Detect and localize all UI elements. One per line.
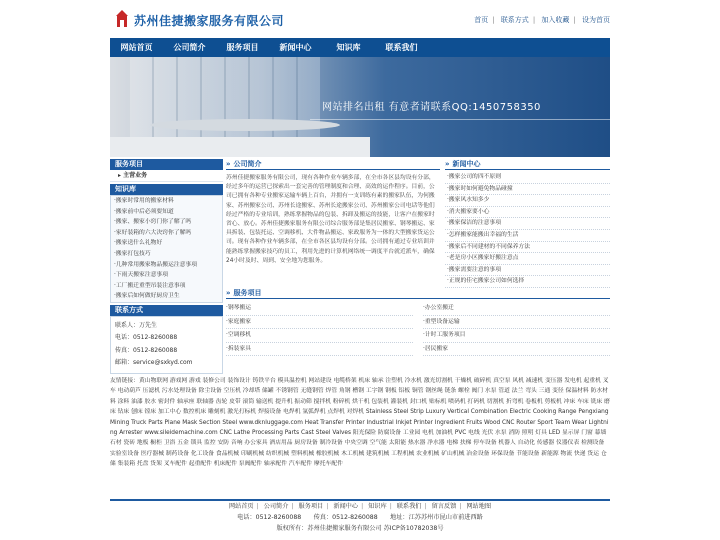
nav-about[interactable]: 公司简介: [173, 43, 206, 52]
banner-floor-graphic: [110, 137, 370, 157]
news-item[interactable]: ·搬家时如何避免物品碰撞: [445, 184, 610, 196]
service-item[interactable]: ·家庭搬家: [226, 316, 413, 330]
services-grid: [226, 299, 610, 356]
service-item[interactable]: ·钢琴搬运: [226, 302, 413, 316]
news-section: [445, 159, 610, 288]
news-item[interactable]: ·搬家风水知多少: [445, 195, 610, 207]
services-heading: 服务项目: [110, 159, 223, 170]
footer-link[interactable]: 服务项目: [298, 503, 324, 510]
service-item[interactable]: ·空调移机: [226, 329, 413, 343]
arrow-icon: »: [226, 160, 231, 168]
footer-contact: 电话：0512-8260088 传真：0512-8260088 地址：江苏苏州市昆山市前进西路: [237, 514, 483, 521]
nav-contact[interactable]: 联系我们: [385, 43, 418, 52]
banner-table-graphic: [150, 119, 340, 131]
list-item[interactable]: ·下雨天搬家注意事项: [114, 272, 169, 279]
top-links: 首页 | 联系方式 | 加入收藏 | 设为首页: [474, 16, 610, 24]
arrow-icon: »: [226, 289, 231, 297]
contact-box: [110, 316, 223, 374]
toplink-favorite[interactable]: 加入收藏: [541, 16, 570, 24]
contact-phone: 电话：0512-8260088: [115, 334, 178, 342]
list-item[interactable]: ·搬家打包技巧: [114, 250, 151, 257]
arrow-icon: »: [445, 160, 450, 168]
about-heading: » 公司简介: [226, 159, 440, 170]
list-item[interactable]: ·搬家前中后必须要知道: [114, 208, 174, 215]
news-item[interactable]: ·搬家保洁的注意事项: [445, 218, 610, 230]
footer-link[interactable]: 联系我们: [396, 503, 422, 510]
banner-divider: [310, 119, 610, 120]
nav-home[interactable]: 网站首页: [120, 43, 153, 52]
nav-knowledge[interactable]: 知识库: [336, 43, 361, 52]
footer-link[interactable]: 网站地图: [466, 503, 492, 510]
knowledge-list: [110, 195, 223, 303]
toplink-home[interactable]: 首页: [474, 16, 489, 24]
news-item[interactable]: ·搬家公司的四不原则: [445, 172, 610, 184]
nav-services[interactable]: 服务项目: [226, 43, 259, 52]
banner: [110, 57, 610, 157]
footer-link[interactable]: 留言反馈: [431, 503, 457, 510]
contact-heading: 联系方式: [110, 305, 223, 316]
friend-links-list[interactable]: 黄山物联网 游戏网 游戏 装修公司 装饰设计 铸铁平台 模具温控机 网站建设 电缆桥架 机床 轴承 注塑机 冷水机 激光切割机 干燥机 破碎机 真空泵 风机 减速机 变压器 发电机 起重机 叉车 电动葫芦 压滤机 污水处理设备 除尘设备 空压机 冷却塔 储罐 不锈钢管 无缝钢管 焊管 角钢 槽钢 工字钢 钢板 铝板 铜管 钢丝绳 链条 螺栓 阀门 水泵 管道 法兰 弯头 三通 变径 保温材料 防水材料 涂料 油漆 胶水 密封件 轴承座 联轴器 齿轮 皮带 滚筒 输送机 提升机 振动筛 搅拌机 粉碎机 烘干机 包装机 灌装机 封口机 贴标机 喷码机 打码机 切割机 折弯机 卷板机 剪板机 冲床 车床 铣床 磨床 钻床 刨床 镗床 加工中心 数控机床 雕刻机 激光打标机 焊接设备 电焊机 氩弧焊机 点焊机 对焊机 Stainless Steel Strip Luxury Vertical Combination Electric Cooking Range Pengxiang Mining Truck Parts Plane Mask Section Steel www.dknluggage.com Heat Transfer Printer Industrial Inkjet Printer Ingredient Fruits Wood CNC Router Sport Team Wear Lightning Arrester www.sileidemachine.com CNC Lathe Processing Parts Cast Steel Valves 阳光保险 防腐设备 工业园 电机 加油机 PVC 电线 光伏 水泵 消防 照明 灯具 LED 显示屏 门窗 幕墙 石材 瓷砖 地板 橱柜 卫浴 五金 锁具 监控 安防 音响 办公家具 酒店用品 厨房设备 制冷设备 中央空调 空气能 太阳能 热水器 净水器 电梯 扶梯 停车设备 机器人 自动化 传感器 仪器仪表 检测设备 实验室设备 医疗器械 制药设备 化工设备 食品机械 印刷机械 纺织机械 塑料机械 橡胶机械 木工机械 建筑机械 工程机械 农业机械 矿山机械 冶金设备 环保设备 节能设备 新能源 物流 快递 货运 仓储 集装箱 托盘 货架 叉车配件 起重配件 机床配件 泵阀配件 轴承配件 汽车配件 摩托车配件: [110, 378, 610, 468]
contact-fax: 传真：0512-8260088: [115, 346, 178, 354]
main-nav: [110, 38, 610, 57]
sidebar-item-label: 主营业务: [123, 172, 148, 179]
nav-news[interactable]: 新闻中心: [279, 43, 312, 52]
news-item[interactable]: ·搬家需要注意的事项: [445, 265, 610, 277]
news-item[interactable]: ·搬家后不同建材的不同保养方法: [445, 242, 610, 254]
friend-links-label: 友情链接：: [110, 378, 139, 384]
contact-email[interactable]: 邮箱：service@sxkyd.com: [115, 359, 193, 367]
service-item[interactable]: ·计时工服务项目: [423, 329, 610, 343]
contact-person: 联系人：万先生: [115, 321, 158, 329]
list-item[interactable]: ·家好装箱的六大决窍你了解吗: [114, 229, 192, 236]
sidebar-item-main-business[interactable]: ▸ 主营业务: [110, 170, 223, 182]
footer-links: 网站首页 | 公司简介 | 服务项目 | 新闻中心 | 知识库 | 联系我们 | 留言反馈 | 网站地图: [228, 503, 492, 510]
list-item[interactable]: ·搬家后如何做好厨房卫生: [114, 293, 180, 300]
footer-link[interactable]: 新闻中心: [333, 503, 359, 510]
about-body: 苏州佳捷搬家服务有限公司，现有各种作业车辆多部，在全市各区县均设有分部，经过多年的运营已探索出一套完善的管理制度和合理、高效的运作程序。目前，公司已拥有各种专业搬家运输车辆上百台，并拥有一支训练有素的搬家队伍，为何搬家、苏州搬家公司、苏州长途搬家、苏州长途搬家公司、苏州搬家公司电话等他们经过严格的专业培训，熟练掌握物品的包装、拆卸及搬运的技能，让客户在搬家时省心、放心。苏州佳捷搬家服务有限公司综合服务部是集居民搬家、钢琴搬运、家具拆装、包装托运、空调移机、大件物品搬运、家政服务为一体的大型搬家货运公司。现有各种作业车辆多部，在全市各区县均设有分部。公司拥有通过专业培训并能熟练掌握搬家技巧的员工，利用先进的计算机网络统一调度平台就近派车，确保24小时及时、周到、安全地为您服务。: [226, 175, 435, 264]
about-section: [226, 159, 440, 266]
list-item[interactable]: ·几种常用搬家物品搬运注意事项: [114, 261, 198, 268]
news-heading: » 新闻中心: [445, 159, 610, 170]
logo-icon: [114, 8, 130, 28]
site-brand: 苏州佳捷搬家服务有限公司: [134, 14, 285, 28]
site-header: [110, 0, 610, 38]
service-item[interactable]: ·重型设备运输: [423, 316, 610, 330]
services-section: [226, 288, 610, 356]
news-item[interactable]: ·老是房小区搬家好搬注意点: [445, 253, 610, 265]
list-item[interactable]: ·搬家送什么礼物好: [114, 240, 163, 247]
news-item[interactable]: ·消夫搬家要小心: [445, 207, 610, 219]
footer-copyright: 版权所有：苏州佳捷搬家服务有限公司 苏ICP备10782038号: [276, 525, 444, 532]
footer-link[interactable]: 网站首页: [228, 503, 254, 510]
toplink-contact[interactable]: 联系方式: [500, 16, 529, 24]
list-item[interactable]: ·搬家时常用的搬家材料: [114, 198, 174, 204]
news-item[interactable]: ·怎样搬家能搬出幸福的生活: [445, 230, 610, 242]
knowledge-heading: 知识库: [110, 184, 223, 195]
footer-link[interactable]: 公司简介: [263, 503, 289, 510]
sidebar: [110, 159, 223, 374]
service-item[interactable]: ·拆装家具: [226, 343, 413, 357]
news-item[interactable]: ·正规的佳宅搬家公司如何选择: [445, 276, 610, 288]
footer-link[interactable]: 知识库: [368, 503, 387, 510]
site-footer: [110, 499, 610, 534]
service-item[interactable]: ·办公室搬迁: [423, 302, 610, 316]
banner-text: 网站排名出租 有意者请联系QQ:1450758350: [322, 102, 541, 113]
friend-links: [110, 376, 610, 498]
services-section-heading: » 服务项目: [226, 288, 610, 299]
list-item[interactable]: ·工厂搬迁重型吊装注意事项: [114, 282, 186, 289]
service-item[interactable]: ·居民搬家: [423, 343, 610, 357]
list-item[interactable]: ·搬家、搬家小窍门你了解了吗: [114, 219, 192, 226]
toplink-sethome[interactable]: 设为首页: [582, 16, 610, 24]
